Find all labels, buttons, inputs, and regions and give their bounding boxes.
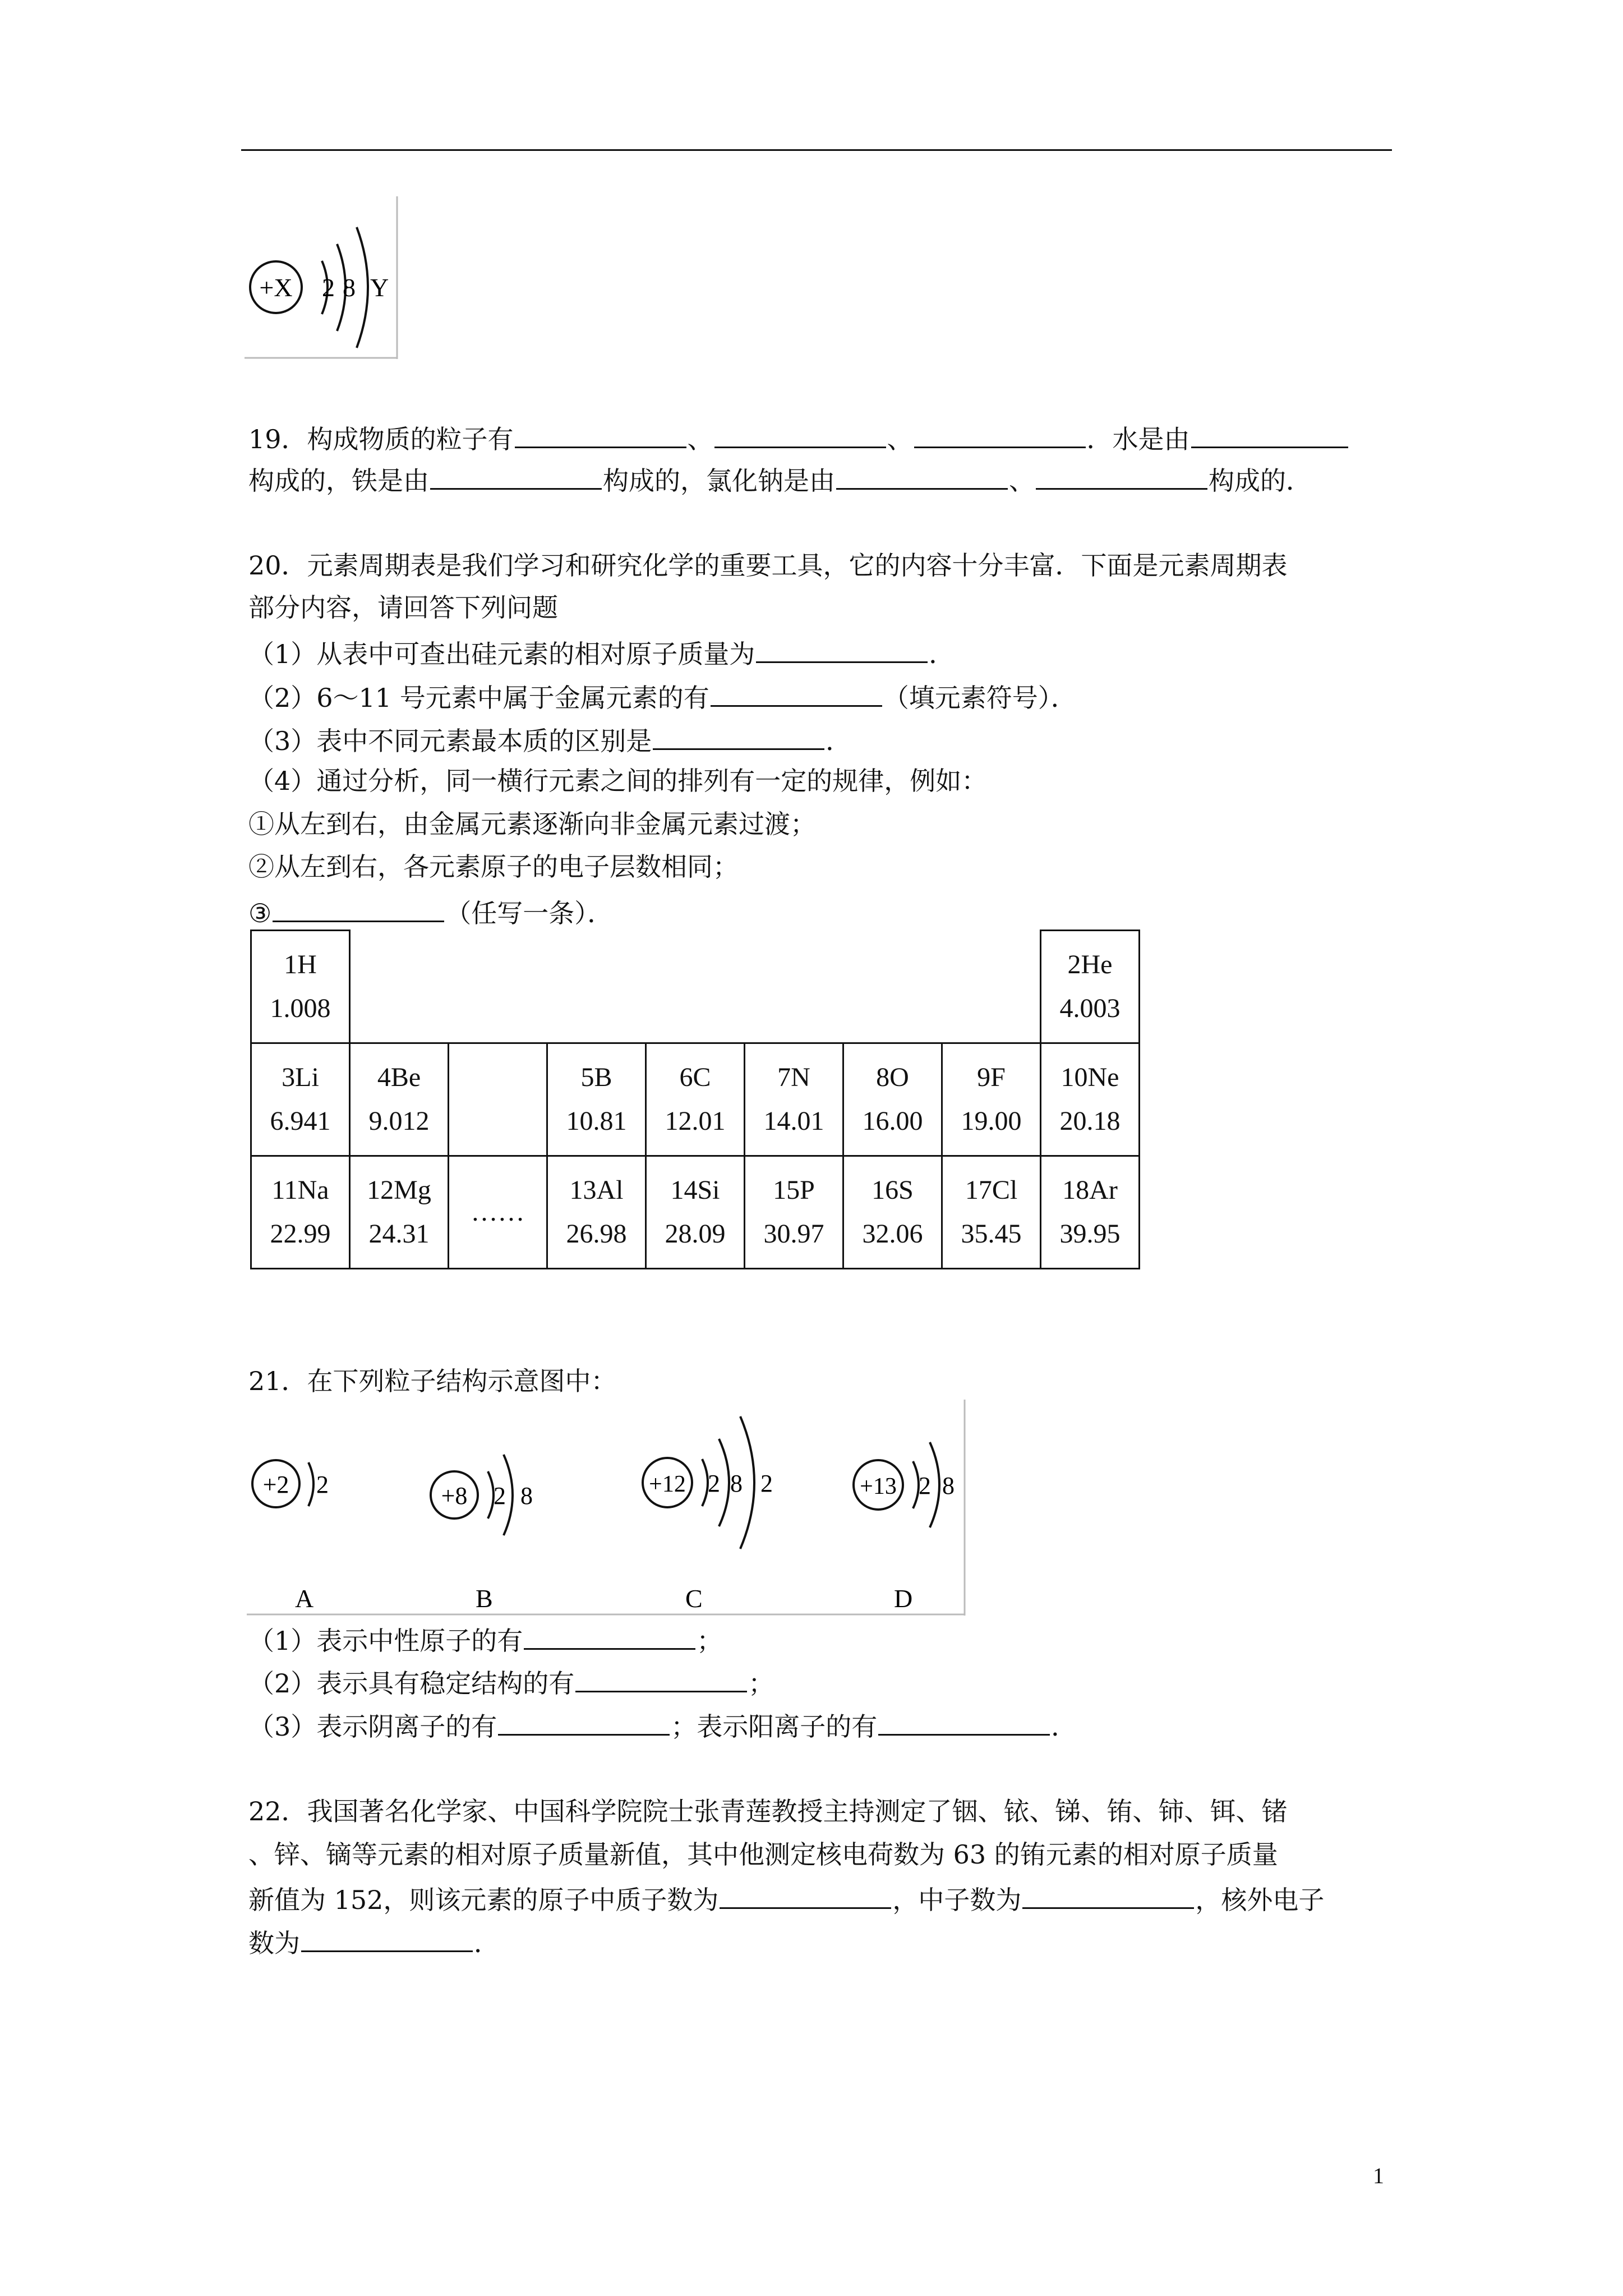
element-cell: 7N 14.01 — [745, 1043, 843, 1156]
diagram-label-b: B — [476, 1584, 493, 1613]
answer-blank[interactable] — [273, 894, 444, 922]
q20-rule-1: ①从左到右，由金属元素逐渐向非金属元素过渡； — [248, 809, 816, 839]
q20-part1: （1）从表中可查出硅元素的相对原子质量为 ． — [248, 634, 955, 671]
q20-part4: （4）通过分析，同一横行元素之间的排列有一定的规律，例如： — [248, 766, 988, 796]
particle-diagrams — [247, 1400, 970, 1616]
q21-part1: （1）表示中性原子的有 ； — [248, 1621, 722, 1658]
shell-label-1: 2 — [919, 1472, 931, 1499]
nucleus-label: +12 — [649, 1471, 686, 1497]
shell-label-2: 8 — [520, 1482, 533, 1510]
shell-label-1: 2 — [316, 1471, 329, 1498]
answer-blank[interactable] — [914, 420, 1086, 448]
element-cell: 3Li 6.941 — [251, 1043, 350, 1156]
particle-diagram-c — [643, 1416, 773, 1613]
element-cell: 9F 19.00 — [942, 1043, 1041, 1156]
diagram-label-a: A — [295, 1584, 314, 1613]
q20-intro-1: 20．元素周期表是我们学习和研究化学的重要工具，它的内容十分丰富．下面是元素周期表 — [248, 550, 1288, 581]
atom-diagram-x — [245, 191, 402, 359]
answer-blank[interactable] — [1036, 461, 1207, 490]
shell-label-3: 2 — [760, 1470, 773, 1497]
shell-label-2: 8 — [730, 1470, 743, 1497]
diagram-label-d: D — [894, 1584, 913, 1613]
q22-line1: 22．我国著名化学家、中国科学院院士张青莲教授主持测定了铟、铱、锑、铕、铈、铒、锗 — [248, 1796, 1288, 1826]
table-row — [251, 931, 1140, 1043]
q21-part3: （3）表示阴离子的有 ；表示阳离子的有 ． — [248, 1707, 1077, 1743]
table-row — [251, 1156, 1140, 1269]
element-cell: 16S 32.06 — [843, 1156, 942, 1269]
answer-blank[interactable] — [515, 420, 686, 448]
shell-label-1: 2 — [322, 273, 335, 302]
answer-blank[interactable] — [575, 1664, 747, 1692]
element-cell: 11Na 22.99 — [251, 1156, 350, 1269]
element-cell: 13Al 26.98 — [547, 1156, 646, 1269]
element-cell: 4Be 9.012 — [350, 1043, 449, 1156]
answer-blank[interactable] — [878, 1707, 1050, 1736]
q20-intro-2: 部分内容，请回答下列问题 — [248, 592, 558, 623]
q20-part2: （2）6～11 号元素中属于金属元素的有 （填元素符号）． — [248, 678, 1077, 715]
element-cell: 1H 1.008 — [251, 931, 350, 1043]
answer-blank[interactable] — [1191, 420, 1348, 448]
shell-label-1: 2 — [494, 1482, 506, 1510]
answer-blank[interactable] — [720, 1880, 891, 1909]
q20-rule-3: ③ （任写一条）． — [248, 894, 613, 930]
answer-blank[interactable] — [524, 1621, 695, 1650]
q21-title: 21．在下列粒子结构示意图中： — [248, 1366, 617, 1396]
answer-blank[interactable] — [498, 1707, 670, 1736]
element-cell-ellipsis: …… — [449, 1156, 547, 1269]
answer-blank[interactable] — [836, 461, 1008, 490]
particle-diagram-b — [431, 1455, 533, 1613]
q21-part2: （2）表示具有稳定结构的有 ； — [248, 1664, 774, 1700]
answer-blank[interactable] — [756, 634, 928, 663]
answer-blank[interactable] — [301, 1924, 473, 1952]
answer-blank[interactable] — [711, 678, 882, 707]
nucleus-label: +X — [259, 273, 293, 302]
table-row — [251, 1043, 1140, 1156]
particle-diagram-d — [854, 1442, 955, 1613]
nucleus-label: +13 — [860, 1474, 897, 1499]
answer-blank[interactable] — [430, 461, 602, 490]
shell-label-2: 8 — [942, 1472, 955, 1499]
q19-line2: 构成的，铁是由 构成的，氯化钠是由 、 构成的． — [248, 461, 1312, 498]
q22-line4: 数为 ． — [248, 1924, 500, 1960]
particle-diagram-a — [252, 1460, 329, 1613]
element-cell: 5B 10.81 — [547, 1043, 646, 1156]
shell-label-1: 2 — [708, 1470, 720, 1497]
diagram-label-c: C — [685, 1584, 703, 1613]
element-cell: 18Ar 39.95 — [1041, 1156, 1140, 1269]
shell-label-3: Y — [370, 273, 389, 302]
element-cell: 17Cl 35.45 — [942, 1156, 1041, 1269]
element-cell: 6C 12.01 — [646, 1043, 745, 1156]
shell-label-2: 8 — [343, 273, 356, 302]
element-cell: 14Si 28.09 — [646, 1156, 745, 1269]
nucleus-label: +2 — [262, 1471, 289, 1498]
element-cell: 12Mg 24.31 — [350, 1156, 449, 1269]
element-cell-blank — [449, 1043, 547, 1156]
element-cell: 15P 30.97 — [745, 1156, 843, 1269]
q20-part3: （3）表中不同元素最本质的区别是 ． — [248, 721, 851, 758]
periodic-table — [250, 930, 1140, 1269]
answer-blank[interactable] — [1022, 1880, 1194, 1909]
q20-rule-2: ②从左到右，各元素原子的电子层数相同； — [248, 852, 739, 882]
header-rule — [241, 149, 1392, 151]
element-cell: 2He 4.003 — [1041, 931, 1140, 1043]
page-number: 1 — [1373, 2163, 1384, 2188]
element-cell: 10Ne 20.18 — [1041, 1043, 1140, 1156]
nucleus-label: +8 — [441, 1482, 468, 1510]
q19-line1: 19．构成物质的粒子有 、 、 ．水是由 — [248, 420, 1349, 456]
element-cell: 8O 16.00 — [843, 1043, 942, 1156]
q22-line2: 、锌、镝等元素的相对原子质量新值，其中他测定核电荷数为 63 的铕元素的相对原子质量 — [248, 1839, 1278, 1870]
answer-blank[interactable] — [714, 420, 886, 448]
q22-line3: 新值为 152，则该元素的原子中质子数为 ，中子数为 ，核外电子 — [248, 1880, 1324, 1917]
answer-blank[interactable] — [653, 721, 824, 750]
table-gap — [350, 931, 1041, 1043]
